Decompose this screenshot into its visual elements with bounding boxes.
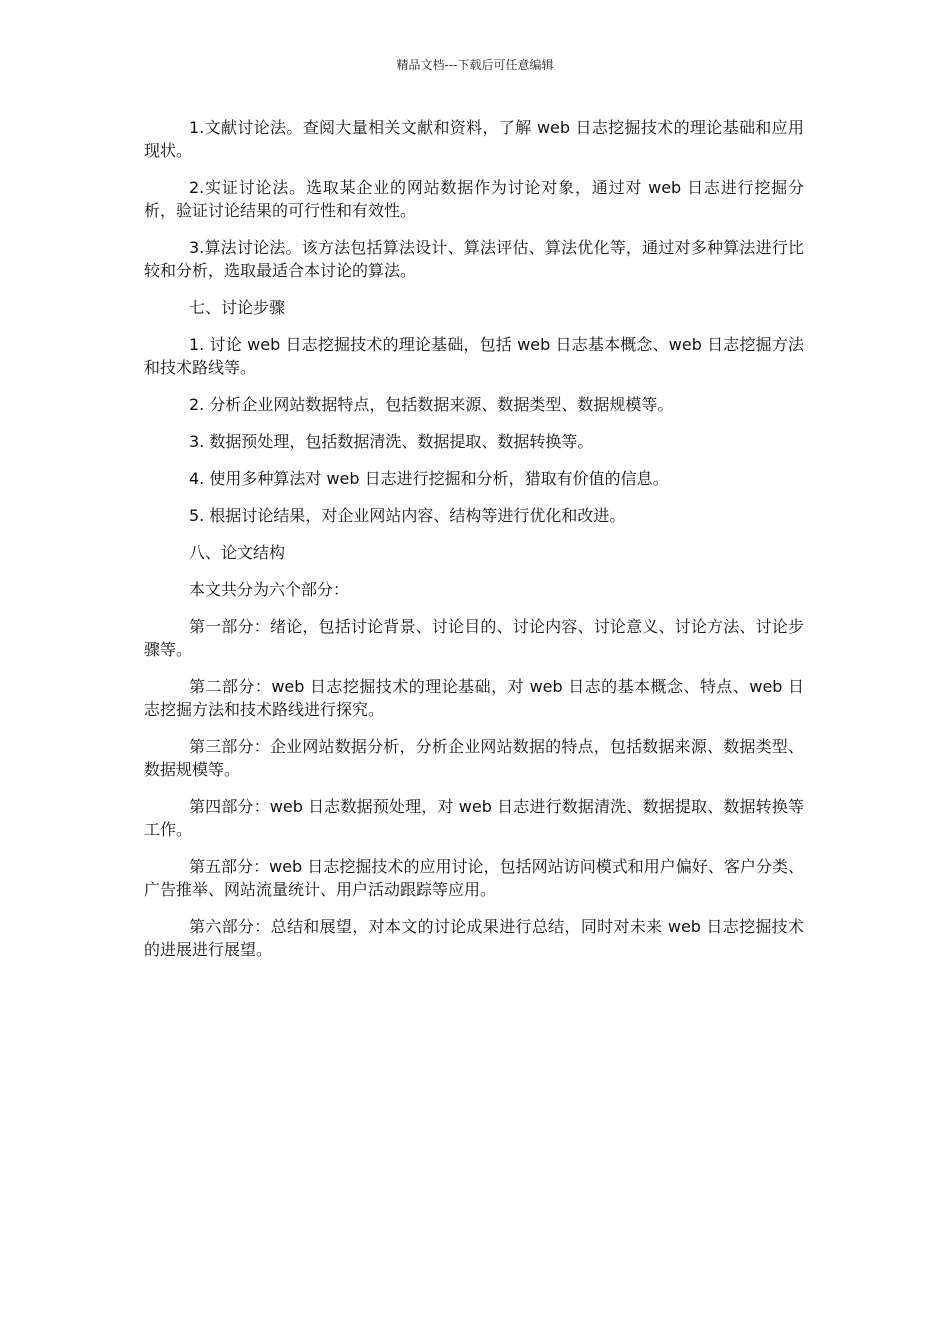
paragraph-step-4: 4. 使用多种算法对 web 日志进行挖掘和分析，猎取有价值的信息。 xyxy=(189,469,669,488)
document-body xyxy=(144,116,804,975)
page-header: 精品文档---下载后可任意编辑 xyxy=(396,58,554,72)
paragraph-method-literature: 1.文献讨论法。查阅大量相关文献和资料，了解 web 日志挖掘技术的理论基础和应用现状。 xyxy=(144,118,804,160)
paragraph-part-6: 第六部分：总结和展望，对本文的讨论成果进行总结，同时对未来 web 日志挖掘技术的进展进行展望。 xyxy=(144,917,804,959)
paragraph-step-5: 5. 根据讨论结果，对企业网站内容、结构等进行优化和改进。 xyxy=(189,506,626,525)
paragraph-step-2: 2. 分析企业网站数据特点，包括数据来源、数据类型、数据规模等。 xyxy=(189,395,674,414)
section-heading-structure: 八、论文结构 xyxy=(189,543,286,562)
paragraph-part-1: 第一部分：绪论，包括讨论背景、讨论目的、讨论内容、讨论意义、讨论方法、讨论步骤等。 xyxy=(144,617,804,659)
paragraph-part-4: 第四部分：web 日志数据预处理，对 web 日志进行数据清洗、数据提取、数据转换等工作。 xyxy=(144,797,804,839)
paragraph-step-1: 1. 讨论 web 日志挖掘技术的理论基础，包括 web 日志基本概念、web 日志挖掘方法和技术路线等。 xyxy=(144,335,804,377)
paragraph-part-2: 第二部分：web 日志挖掘技术的理论基础，对 web 日志的基本概念、特点、web 日志挖掘方法和技术路线进行探究。 xyxy=(144,677,804,719)
paragraph-method-algorithm: 3.算法讨论法。该方法包括算法设计、算法评估、算法优化等，通过对多种算法进行比较和分析，选取最适合本讨论的算法。 xyxy=(144,238,804,280)
paragraph-structure-intro: 本文共分为六个部分： xyxy=(189,580,350,599)
paragraph-method-empirical: 2.实证讨论法。选取某企业的网站数据作为讨论对象，通过对 web 日志进行挖掘分析，验证讨论结果的可行性和有效性。 xyxy=(144,178,804,220)
paragraph-part-3: 第三部分：企业网站数据分析，分析企业网站数据的特点，包括数据来源、数据类型、数据规模等。 xyxy=(144,737,804,779)
paragraph-step-3: 3. 数据预处理，包括数据清洗、数据提取、数据转换等。 xyxy=(189,432,594,451)
paragraph-part-5: 第五部分：web 日志挖掘技术的应用讨论，包括网站访问模式和用户偏好、客户分类、广告推举、网站流量统计、用户活动跟踪等应用。 xyxy=(144,857,804,899)
section-heading-steps: 七、讨论步骤 xyxy=(189,298,286,317)
